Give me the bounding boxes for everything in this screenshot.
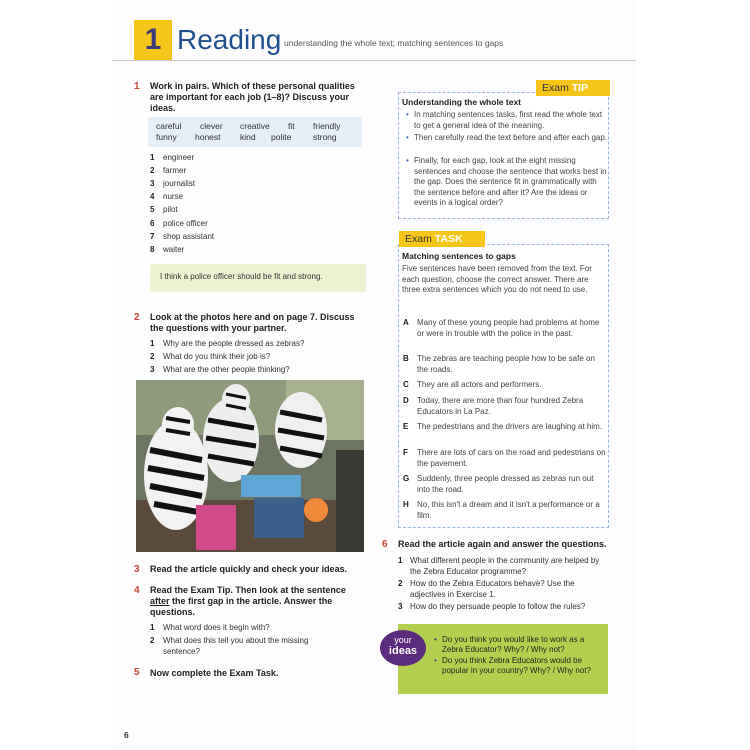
exam-task-instruction: Five sentences have been removed from the text. For each question, choose the correct answer. There are three extra sentences which you do not need to use. bbox=[402, 264, 592, 294]
your-ideas-badge-top: your bbox=[394, 635, 412, 645]
job-label: farmer bbox=[163, 166, 187, 175]
job-label: nurse bbox=[163, 192, 184, 201]
question-text: How do the Zebra Educators behave? Use the adjectives in Exercise 1. bbox=[410, 579, 575, 599]
sentence-text: The pedestrians and the drivers are laughing at him. bbox=[417, 422, 602, 431]
quality-word: honest bbox=[195, 132, 221, 142]
quality-word: funny bbox=[156, 132, 177, 142]
exercise-4-number: 4 bbox=[134, 585, 140, 596]
exam-task-heading: Matching sentences to gaps bbox=[402, 251, 516, 261]
example-sentence: I think a police officer should be fit and strong. bbox=[160, 272, 323, 281]
quality-word: careful bbox=[156, 121, 182, 131]
job-number: 8 bbox=[150, 245, 155, 254]
question-text: What does this tell you about the missing sentence? bbox=[163, 636, 309, 656]
sentence-letter: B bbox=[403, 354, 409, 363]
exercise-3-instruction: Read the article quickly and check your ideas. bbox=[150, 564, 348, 574]
job-label: shop assistant bbox=[163, 232, 215, 241]
your-ideas-item: • Do you think Zebra Educators would be popular in your country? Why? / Why not? bbox=[434, 656, 604, 676]
exercise-4-emphasis: after bbox=[150, 596, 170, 606]
exercise-4-instruction-part2: the first gap in the article. Answer the questions. bbox=[150, 596, 333, 617]
exam-task-label-b: TASK bbox=[434, 233, 463, 245]
exercise-4-instruction bbox=[150, 585, 365, 618]
sentence-text: Today, there are more than four hundred Zebra Educators in La Paz. bbox=[417, 396, 584, 416]
photo-illustration bbox=[136, 380, 364, 552]
question-text: How do they persuade people to follow the rules? bbox=[410, 602, 586, 611]
question-number: 1 bbox=[398, 556, 403, 565]
quality-word: strong bbox=[313, 132, 337, 142]
question-text: What are the other people thinking? bbox=[163, 365, 290, 374]
exercise-1-number: 1 bbox=[134, 81, 140, 92]
page-number: 6 bbox=[124, 730, 129, 740]
job-number: 4 bbox=[150, 192, 155, 201]
your-ideas-item: • Do you think you would like to work as a Zebra Educator? Why? / Why not? bbox=[434, 635, 604, 655]
quality-word: fit bbox=[288, 121, 295, 131]
job-number: 6 bbox=[150, 219, 155, 228]
sentence-text: Many of these young people had problems at home or were in trouble with the police in the past. bbox=[417, 318, 600, 338]
exam-tip-label bbox=[536, 80, 610, 96]
quality-word: polite bbox=[271, 132, 292, 142]
header-divider bbox=[112, 60, 636, 61]
your-ideas-badge-bottom: ideas bbox=[388, 645, 418, 657]
sentence-text: No, this isn't a dream and it isn't a performance or a film. bbox=[417, 500, 600, 520]
sentence-letter: D bbox=[403, 396, 409, 405]
question-number: 2 bbox=[150, 636, 155, 645]
exercise-6-instruction: Read the article again and answer the questions. bbox=[398, 539, 607, 549]
exercise-6-number: 6 bbox=[382, 539, 388, 550]
exercise-4-instruction-part1: Read the Exam Tip. Then look at the sentence bbox=[150, 585, 346, 595]
unit-number-box: 1 bbox=[134, 20, 172, 60]
sentence-letter: E bbox=[403, 422, 409, 431]
exam-task-label-a: Exam bbox=[405, 233, 435, 245]
job-number: 1 bbox=[150, 153, 155, 162]
sentence-letter: A bbox=[403, 318, 409, 327]
question-number: 2 bbox=[150, 352, 155, 361]
question-text: What do you think their job is? bbox=[163, 352, 271, 361]
exercise-5-instruction: Now complete the Exam Task. bbox=[150, 668, 279, 678]
question-text: What word does it begin with? bbox=[163, 623, 270, 632]
quality-word: kind bbox=[240, 132, 256, 142]
job-number: 2 bbox=[150, 166, 155, 175]
sentence-letter: G bbox=[403, 474, 410, 483]
question-number: 1 bbox=[150, 339, 155, 348]
sentence-text: There are lots of cars on the road and pedestrians on the pavement. bbox=[417, 448, 606, 468]
quality-word: clever bbox=[200, 121, 223, 131]
job-label: engineer bbox=[163, 153, 195, 162]
quality-word: friendly bbox=[313, 121, 341, 131]
question-number: 3 bbox=[150, 365, 155, 374]
unit-title: Reading bbox=[177, 24, 282, 55]
job-label: pilot bbox=[163, 205, 178, 214]
zebra-educators-photo bbox=[136, 380, 364, 552]
job-number: 7 bbox=[150, 232, 155, 241]
job-label: journalist bbox=[163, 179, 196, 188]
exercise-2-instruction: Look at the photos here and on page 7. Discuss the questions with your partner. bbox=[150, 312, 355, 333]
exam-tip-label-a: Exam bbox=[542, 82, 572, 94]
sentence-letter: H bbox=[403, 500, 409, 509]
job-label: police officer bbox=[163, 219, 208, 228]
exercise-2-number: 2 bbox=[134, 312, 140, 323]
exam-task-label bbox=[399, 231, 485, 247]
question-text: What different people in the community are helped by the Zebra Educator programme? bbox=[410, 556, 600, 576]
unit-subtitle: understanding the whole text; matching sentences to gaps bbox=[284, 38, 504, 48]
question-text: Why are the people dressed as zebras? bbox=[163, 339, 305, 348]
qualities-word-box bbox=[148, 117, 362, 147]
sentence-letter: C bbox=[403, 380, 409, 389]
question-number: 1 bbox=[150, 623, 155, 632]
job-label: waiter bbox=[163, 245, 185, 254]
sentence-letter: F bbox=[403, 448, 408, 457]
exercise-1-instruction: Work in pairs. Which of these personal qualities are important for each job (1–8)? Discuss your ideas. bbox=[150, 81, 355, 113]
exam-tip-item: • Then carefully read the text before and after each gap. bbox=[406, 133, 608, 144]
exam-tip-item: • In matching sentences tasks, first read the whole text to get a general idea of the meaning. bbox=[406, 110, 608, 131]
question-number: 3 bbox=[398, 602, 403, 611]
exam-tip-label-b: TIP bbox=[571, 82, 589, 94]
sentence-text: They are all actors and performers. bbox=[417, 380, 542, 389]
quality-word: creative bbox=[240, 121, 270, 131]
job-number: 5 bbox=[150, 205, 155, 214]
exam-tip-item: • Finally, for each gap, look at the eight missing sentences and choose the sentence that works best in the gap. Does the sentence fit in grammatically with the sentence before and after it? Are the ideas or events in a logical order? bbox=[406, 156, 608, 209]
exercise-3-number: 3 bbox=[134, 564, 140, 575]
job-number: 3 bbox=[150, 179, 155, 188]
exam-tip-heading: Understanding the whole text bbox=[402, 97, 522, 107]
sentence-text: The zebras are teaching people how to be safe on the roads. bbox=[417, 354, 595, 374]
your-ideas-badge bbox=[380, 630, 426, 666]
question-number: 2 bbox=[398, 579, 403, 588]
example-speech-bubble bbox=[150, 264, 366, 292]
textbook-page bbox=[112, 0, 636, 750]
exercise-5-number: 5 bbox=[134, 667, 140, 678]
sentence-text: Suddenly, three people dressed as zebras run out into the road. bbox=[417, 474, 594, 494]
